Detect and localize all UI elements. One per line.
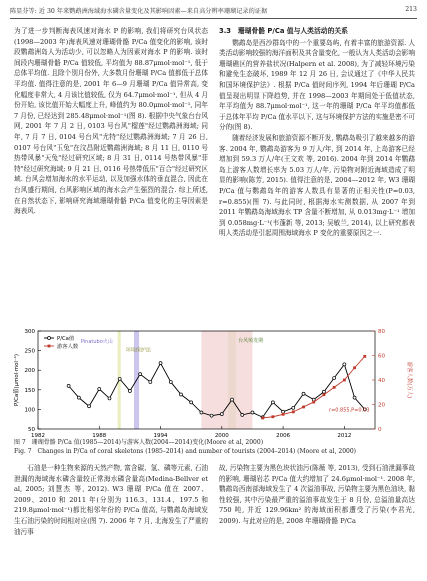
y2-tick-label: 20 — [378, 402, 385, 409]
data-point — [282, 410, 285, 413]
bottom-left-text — [14, 463, 208, 537]
data-point — [251, 411, 254, 414]
figure-caption — [14, 438, 414, 456]
data-point — [210, 414, 213, 417]
data-point — [179, 393, 182, 396]
y-tick-label: 300 — [24, 329, 35, 335]
legend-label-0: P/Ca值 — [57, 336, 75, 342]
y-tick-label: 150 — [24, 387, 35, 394]
data-point — [159, 362, 162, 365]
data-point — [67, 384, 70, 387]
bottom-right-text — [219, 463, 415, 527]
paragraph: 石油是一种生物来源的天然产物, 富含碳、氢、磷等元素, 石油泄漏的海域海水磷含量较正常海水磷含量高(Medina-Bellver et al, 2005; 刘慧杰 等, 2012). W3 珊瑚 P/Ca 值在 2007、2009、2010 和 2011 年(分别为 116.3、131.4、197.5 和 219.8μmol·mol⁻¹)都比相邻年份的 P/Ca 值高, 与鹦鹉岛海域发生石油污染的时间相对应(图 7). 2006 年 7 月, 北海发生了严重的油污事 — [14, 464, 208, 536]
data-point — [292, 410, 295, 413]
x-tick-label: 2012 — [337, 433, 352, 439]
data-point — [108, 397, 111, 400]
paragraph: 故, 污染物主要为黑色块状油污(陈薇 等, 2013), 受到石油泄漏事故的影响, 珊瑚岩芯 P/Ca 值大约增加了 24.6μmol·mol⁻¹. 2008 年, 鹦鹉岛西南部海域发生了 4 次溢油事故, 污染物主要为黑色油块, 黏性较强, 其中污染最严重的溢油事故发生于 8 月份, 总溢油量高达 750 吨, 并近 129.96km² 的海域面积都遭受了污染(李君光, 2009). 与此对应的是, 2008 年珊瑚骨骼 P/Ca — [219, 464, 415, 525]
caption-en: Fig. 7 Changes in P/Ca of coral skeletons (1985–2014) and number of tourists (2004–2014) (Moore et al, 2000) — [14, 448, 356, 455]
y-axis-label: P/Ca值(μmol·mol⁻¹) — [14, 354, 20, 406]
data-point — [271, 415, 274, 418]
y-tick-label: 200 — [24, 368, 35, 375]
chart-annotation-2: 环境保护法 — [125, 347, 151, 354]
x-tick-label: 1982 — [31, 433, 45, 439]
legend-marker-0 — [48, 337, 51, 340]
shaded-periods — [118, 331, 253, 429]
y2-tick-label: 60 — [378, 353, 385, 360]
data-point — [282, 413, 285, 416]
data-point — [292, 406, 295, 409]
data-point — [312, 401, 315, 404]
y2-tick-label: 40 — [378, 378, 385, 384]
legend-label-1: 游客人数 — [57, 344, 79, 350]
header-title: 陈显芬等: 近 30 年来鹦鹉洲海域海水磷含量变化及其影响因素—来自高分辨率珊瑚记录的证据 — [10, 8, 268, 15]
data-point — [353, 396, 356, 399]
data-point — [139, 373, 142, 376]
chart-annotation-3: 台风频发期 — [238, 337, 264, 344]
data-point — [271, 401, 274, 404]
paragraph: 鹦鹉岛是西沙群岛中的一个重要岛屿, 有着丰富的旅游资源. 人类活动影响较强的海洋面积及其含量变化, 一般认为人类活动会影响珊瑚礁区的营养盐状况(Halpern et al. 2008), 为了减轻环境污染和避免生态破坏, 1989 年 12 月 26 日, 会议通过了《中华人民共和国环境保护法》. 根据 P/Ca 值时间序列, 1994 年后珊瑚 P/Ca 值呈现出明显下降趋势, 并在 1998—2003 年期间处于低值状态, 年平均值为 88.7μmol·mol⁻¹, 这一年的珊瑚 P/Ca 年平均值都低于总体年平均 P/Ca 值水平以下, 这与环境保护方法的实施是密不可分的(图 8). — [219, 38, 415, 132]
y-tick-label: 250 — [24, 348, 35, 355]
section-heading: 3.3 珊瑚骨骼 P/Ca 值与人类活动的关系 — [219, 27, 348, 35]
paragraph: 为了进一步判断海表风速对海水 P 的影响, 我们将研究台风状态(1998—2003 年)海表风速对珊瑚骨骼 P/Ca 值变化的影响, 该时段鹦鹉洲岛人为活动少, 可以忽略人为因素对海水 P 的影响. 该时间段内珊瑚骨骼 P/Ca 值较低, 平均值为 88.87μmol·mol⁻¹, 低于总体平均值. 且除个别月份外, 大多数月份珊瑚 P/Ca 值都低于总体平均值. 值得注意的是, 2001 年 6—9 月珊瑚 P/Ca 值异常高, 变化幅度非常大, 4 月该比值较低, 仅为 64.7μmol·mol⁻¹, 但从 4 月份开始, 该比值开始大幅度上升, 峰值约为 80.0μmol·mol⁻¹, 同年 7 月份, 已经达到 285.48μmol·mol⁻¹(图 8). 根据中央气象台台风网, 2001 年 7 月 2 日, 0103 号台风"榴莲"经过鹦鹉洲海域; 同年, 7 月 7 日, 0104 号台风"尤特"经过鹦鹉洲海域; 7 月 26 日, 0107 号台风"玉兔"在汶昌附近鹦鹉洲海域; 8 月 11 日, 0110 号热带风暴"天兔"经过研究区域; 8 月 31 日, 0114 号热带风暴"菲特"经过研究海域; 9 月 21 日, 0116 号热带低压"百合"经过研究区域. 台风会增加海水的水平运动, 以及加强水体的垂直混合, 因此在台风盛行期间, 台风影响区域的海水会产生强烈的混合. 综上所述, 在自然状态下, 影响研究海域珊瑚骨骼 P/Ca 值变化的主导因素是海表风. — [14, 27, 208, 216]
chart-annotation-1: Pinatubo火山 — [80, 338, 113, 345]
data-point — [169, 380, 172, 383]
header-rule — [10, 18, 417, 19]
right-column-text — [219, 26, 415, 239]
chart-annotation-0: r=0.855,P=0.03 — [329, 407, 370, 414]
x-tick-label: 1988 — [92, 433, 107, 439]
data-point — [128, 389, 131, 392]
data-point — [343, 379, 346, 382]
data-point — [302, 406, 305, 409]
data-point — [343, 363, 346, 366]
y2-tick-label: 0 — [378, 427, 382, 433]
data-point — [98, 388, 101, 391]
data-point — [322, 390, 325, 393]
figure-7-chart — [12, 325, 415, 440]
chart-legend — [44, 334, 79, 350]
y-tick-label: 100 — [24, 407, 35, 414]
y-tick-label: 50 — [28, 427, 35, 433]
data-point — [190, 401, 193, 404]
data-point — [353, 366, 356, 369]
left-column-text — [14, 26, 208, 217]
data-point — [149, 380, 152, 383]
x-tick-label: 2006 — [276, 433, 291, 439]
data-point — [118, 377, 121, 380]
data-point — [231, 398, 234, 401]
data-point — [363, 355, 366, 358]
legend-marker-1 — [48, 345, 51, 348]
y2-tick-label: 80 — [378, 329, 385, 335]
data-point — [333, 386, 336, 389]
data-point — [77, 396, 80, 399]
running-header — [10, 6, 417, 18]
caption-cn: 图 7 珊瑚骨骼 P/Ca 值(1985—2014)与游客人数(2004—2014)变化(Moore et al, 2000) — [14, 439, 264, 446]
data-point — [312, 398, 315, 401]
page-number: 213 — [405, 6, 417, 13]
data-point — [302, 392, 305, 395]
x-tick-label: 2000 — [214, 433, 229, 439]
x-tick-label: 1994 — [153, 433, 168, 439]
data-point — [333, 377, 336, 380]
paragraph: 随着经济发展和旅游资源不断开发, 鹦鹉岛吸引了越来越多的游客. 2004 年, 鹦鹉岛游客为 9 万人/年, 到 2014 年, 上岛游客已经增加到 59.3 万人/年(王文欢 等, 2016). 2004 年到 2014 年鹦鹉岛上游客人数增长率为 5.03 万人/年, 污染物对附近海域造成了明显的影响(陈芳, 2015). 值得注意的是, 2004—2012 年, W3 珊瑚 P/Ca 值与鹦鹉岛年的游客人数具有显著的正相关性(P=0.03, r=0.855)(图 7). 与此同时, 根据海水实测数据, 从 2007 年到 2011 年鹦鹉岛海域海水 TP 含量不断增加, 从 0.013mg·L⁻¹ 增加到 0.058mg·L⁻¹(韦蓬新 等, 2013; 吴敏兰, 2014), 以上研究都表明人类活动是引起周围海域海水 P 变化的重要原因之一. — [219, 133, 415, 238]
data-point — [200, 411, 203, 414]
data-point — [88, 405, 91, 408]
data-point — [220, 413, 223, 416]
data-point — [323, 393, 326, 396]
y2-axis-label: 游客人数(万人) — [406, 361, 412, 399]
data-point — [241, 413, 244, 416]
data-point — [261, 417, 264, 420]
